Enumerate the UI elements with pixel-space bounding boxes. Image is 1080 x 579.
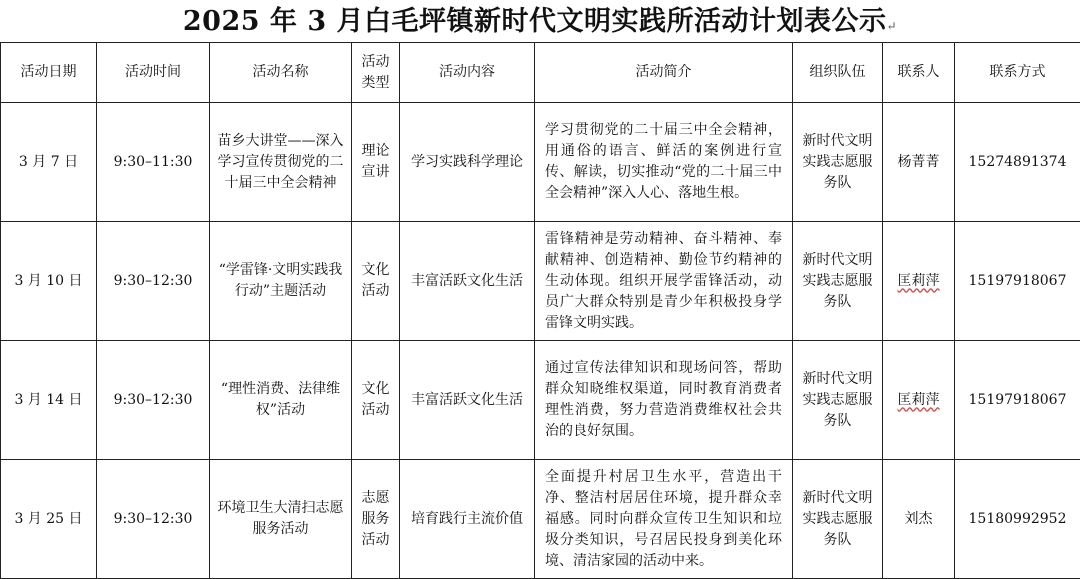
cell-team: 新时代文明实践志愿服务队 — [793, 341, 883, 460]
cell-contact — [883, 341, 955, 460]
cell-contact — [883, 222, 955, 341]
contact-name: 匡莉萍 — [898, 273, 940, 289]
header-content: 活动内容 — [400, 43, 535, 103]
cell-time: 9:30–12:30 — [97, 222, 210, 341]
cell-team: 新时代文明实践志愿服务队 — [793, 222, 883, 341]
cell-phone: 15274891374 — [955, 103, 1080, 222]
table-row — [1, 341, 1080, 460]
table-row — [1, 103, 1080, 222]
table-row — [1, 460, 1080, 579]
contact-name: 匡莉萍 — [898, 392, 940, 408]
cell-type: 理论宣讲 — [352, 103, 400, 222]
cell-date: 3 月 14 日 — [1, 341, 97, 460]
cell-type: 文化活动 — [352, 222, 400, 341]
cell-date: 3 月 10 日 — [1, 222, 97, 341]
cell-phone: 15197918067 — [955, 341, 1080, 460]
paragraph-mark: ↵ — [887, 19, 898, 33]
cell-time: 9:30–11:30 — [97, 103, 210, 222]
cell-name: 苗乡大讲堂——深入学习宣传贯彻党的二十届三中全会精神 — [210, 103, 352, 222]
header-phone: 联系方式 — [955, 43, 1080, 103]
cell-intro: 雷锋精神是劳动精神、奋斗精神、奉献精神、创造精神、勤俭节约精神的生动体现。组织开展学雷锋活动，动员广大群众特别是青少年积极投身学雷锋文明实践。 — [535, 222, 793, 341]
cell-contact: 杨菁菁 — [883, 103, 955, 222]
header-date: 活动日期 — [1, 43, 97, 103]
cell-date: 3 月 25 日 — [1, 460, 97, 579]
table-row — [1, 222, 1080, 341]
cell-content: 培育践行主流价值 — [400, 460, 535, 579]
header-contact: 联系人 — [883, 43, 955, 103]
cell-content: 丰富活跃文化生活 — [400, 222, 535, 341]
cell-name: “理性消费、法律维权”活动 — [210, 341, 352, 460]
cell-content: 丰富活跃文化生活 — [400, 341, 535, 460]
cell-phone: 15180992952 — [955, 460, 1080, 579]
header-type: 活动类型 — [352, 43, 400, 103]
cell-intro: 全面提升村居卫生水平，营造出干净、整洁村居居住环境，提升群众幸福感。同时向群众宣传卫生知识和垃圾分类知识，号召居民投身到美化环境、清洁家园的活动中来。 — [535, 460, 793, 579]
table-header-row — [1, 43, 1080, 103]
header-time: 活动时间 — [97, 43, 210, 103]
activity-plan-table — [0, 42, 1080, 579]
page-title — [0, 2, 1080, 42]
cell-team: 新时代文明实践志愿服务队 — [793, 103, 883, 222]
title-text: 2025 年 3 月白毛坪镇新时代文明实践所活动计划表公示 — [183, 6, 887, 37]
header-team: 组织队伍 — [793, 43, 883, 103]
cell-date: 3 月 7 日 — [1, 103, 97, 222]
cell-time: 9:30–12:30 — [97, 460, 210, 579]
header-intro: 活动简介 — [535, 43, 793, 103]
cell-intro: 学习贯彻党的二十届三中全会精神，用通俗的语言、鲜活的案例进行宣传、解读，切实推动“党的二十届三中全会精神”深入人心、落地生根。 — [535, 103, 793, 222]
cell-name: “学雷锋·文明实践我行动”主题活动 — [210, 222, 352, 341]
cell-name: 环境卫生大清扫志愿服务活动 — [210, 460, 352, 579]
cell-team: 新时代文明实践志愿服务队 — [793, 460, 883, 579]
cell-phone: 15197918067 — [955, 222, 1080, 341]
cell-time: 9:30–12:30 — [97, 341, 210, 460]
header-name: 活动名称 — [210, 43, 352, 103]
cell-type: 文化活动 — [352, 341, 400, 460]
cell-intro: 通过宣传法律知识和现场问答，帮助群众知晓维权渠道，同时教育消费者理性消费，努力营造消费维权社会共治的良好氛围。 — [535, 341, 793, 460]
cell-contact: 刘杰 — [883, 460, 955, 579]
cell-type: 志愿服务活动 — [352, 460, 400, 579]
cell-content: 学习实践科学理论 — [400, 103, 535, 222]
